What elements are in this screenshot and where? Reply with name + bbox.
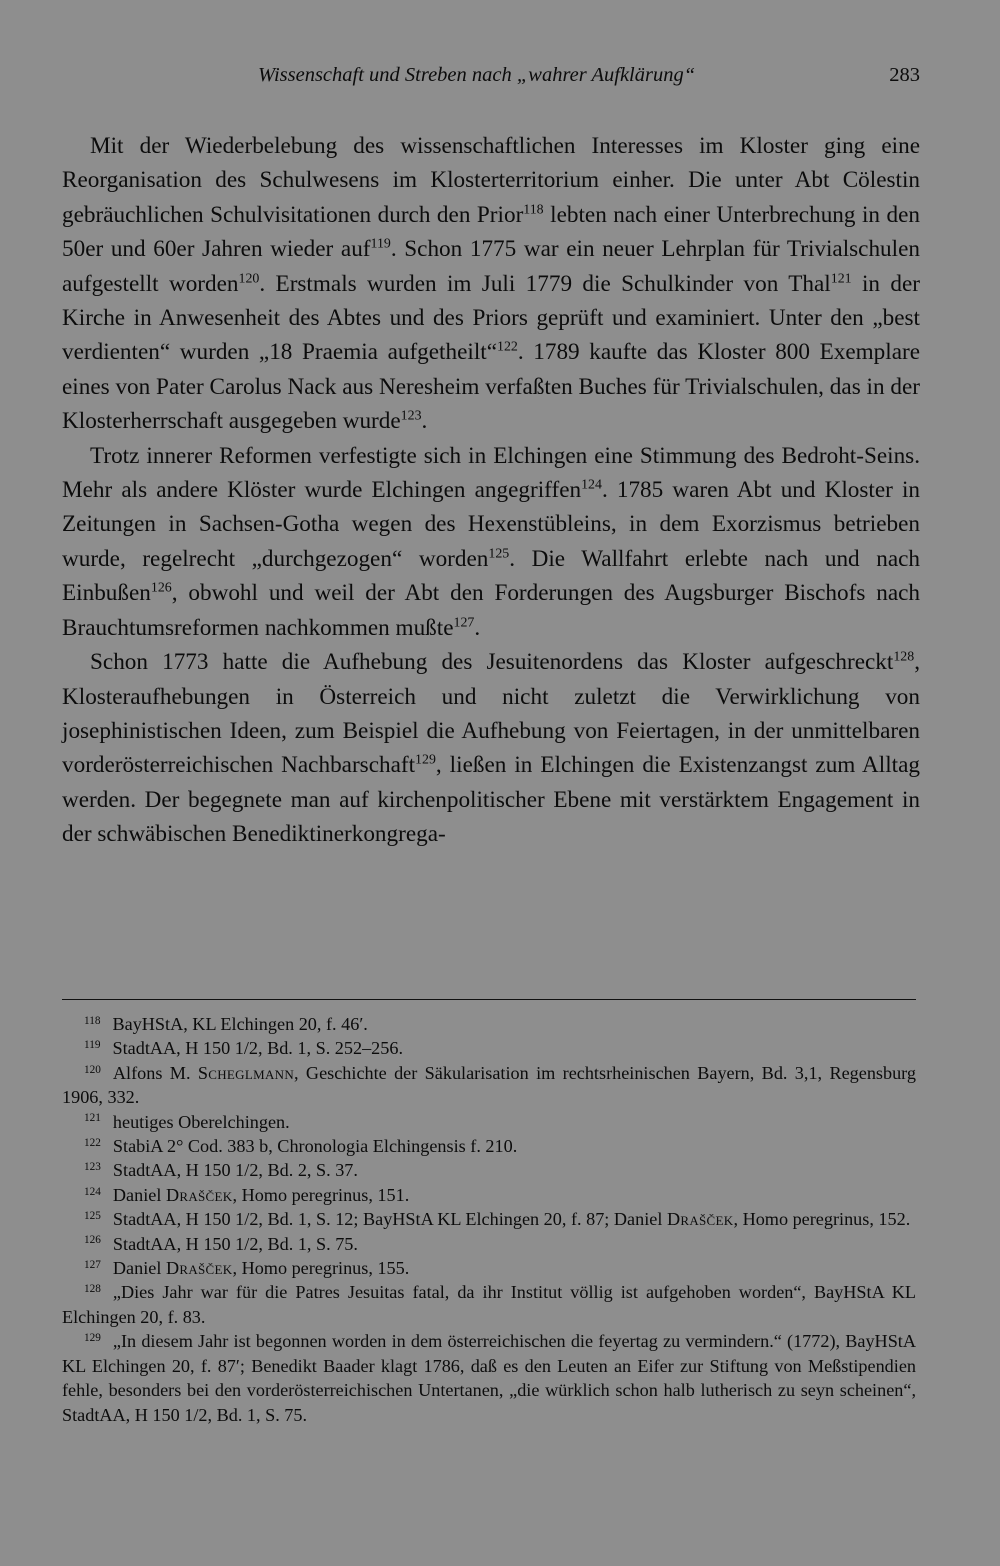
footnote-ref: 127 <box>453 615 475 631</box>
footnote: $^{125}$ StadtAA, H 150 1/2, Bd. 1, S. 12; BayHStA KL Elchingen 20, f. 87; Daniel Drašček, Homo peregrinus, 152. <box>84 1209 911 1230</box>
footnote-ref: 125 <box>488 546 510 562</box>
paragraph: Mit der Wiederbelebung des wissenschaftlichen Interesses im Kloster ging eine Reorganisation des Schulwesens im Klosterterritorium einher. Die unter Abt Cölestin gebräuchlichen Schulvisitationen durch den Prior$^{118}$ lebten nach einer Unterbrechung in den 50er und 60er Jahren wieder auf$^{119}$. Schon 1775 war ein neuer Lehrplan für Trivialschulen aufgestellt worden$^{120}$. Erstmals wurden im Juli 1779 die Schulkinder von Thal$^{121}$ in der Kirche in Anwesenheit des Abtes und des Priors geprüft und examiniert. Unter den „best verdienten“ wurden „18 Praemia aufgetheilt“$^{122}$. 1789 kaufte das Kloster 800 Exemplare eines von Pater Carolus Nack aus Neresheim verfaßten Buches für Trivialschulen, das in der Klosterherrschaft ausgegeben wurde$^{123}$. <box>62 133 921 435</box>
footnote-ref: 129 <box>415 752 436 768</box>
footnote-ref: 122 <box>497 340 518 356</box>
footnote-ref: 123 <box>400 408 422 424</box>
footnote-ref: 118 <box>523 202 544 218</box>
footnote: $^{118}$ BayHStA, KL Elchingen 20, f. 46′. <box>84 1014 368 1034</box>
paragraph: Schon 1773 hatte die Aufhebung des Jesuitenordens das Kloster aufgeschreckt$^{128}$, Klosteraufhebungen in Österreich und nicht zuletzt die Verwirklichung von josephinistischen Ideen, zum Beispiel die Aufhebung von Feiertagen, in der unmittelbaren vorderösterreichischen Nachbarschaft$^{129}$, ließen in Elchingen die Existenzangst zum Alltag werden. Der begegnete man auf kirchenpolitischer Ebene mit verstärktem Engagement in der schwäbischen Benediktinerkongrega- <box>62 649 920 848</box>
paragraph: Trotz innerer Reformen verfestigte sich in Elchingen eine Stimmung des Bedroht-Seins. Mehr als andere Klöster wurde Elchingen angegriffen$^{124}$. 1785 waren Abt und Kloster in Zeitungen in Sachsen-Gotha wegen des Hexenstübleins, in dem Exorzismus betrieben wurde, regelrecht „durchgezogen“ worden$^{125}$. Die Wallfahrt erlebte nach und nach Einbußen$^{126}$, obwohl und weil der Abt den Forderungen des Augsburger Bischofs nach Brauchtumsreformen nachkommen mußte$^{127}$. <box>62 442 921 641</box>
page-header <box>62 64 920 94</box>
footnote: $^{119}$ StadtAA, H 150 1/2, Bd. 1, S. 252–256. <box>84 1038 403 1059</box>
footnote-ref: 119 <box>370 236 391 252</box>
footnote: $^{122}$ StabiA 2° Cod. 383 b, Chronologia Elchingensis f. 210. <box>84 1136 518 1157</box>
running-head: Wissenschaft und Streben nach „wahrer Aufklärung“ <box>258 64 696 86</box>
footnote-rule <box>62 999 916 1000</box>
footnotes <box>62 1012 916 1427</box>
footnote: $^{123}$ StadtAA, H 150 1/2, Bd. 2, S. 37. <box>84 1160 358 1181</box>
footnote: $^{129}$ „In diesem Jahr ist begonnen worden in dem österreichischen die feyertag zu vermindern.“ (1772), BayHStA KL Elchingen 20, f. 87′; Benedikt Baader klagt 1786, daß es den Leuten an Eifer zur Stiftung von Meßstipendien fehle, besonders bei den vorderösterreichischen Untertanen, „die würklich schon halb lutherisch zu seyn scheinen“, StadtAA, H 150 1/2, Bd. 1, S. 75. <box>62 1331 916 1425</box>
footnote: $^{127}$ Daniel Drašček, Homo peregrinus, 155. <box>84 1258 410 1279</box>
main-text <box>62 129 920 852</box>
footnote-ref: 128 <box>893 649 915 665</box>
footnote: $^{124}$ Daniel Drašček, Homo peregrinus, 151. <box>84 1184 410 1205</box>
footnote-ref: 121 <box>830 271 852 287</box>
footnote-ref: 124 <box>581 477 602 493</box>
page-number: 283 <box>889 64 920 86</box>
footnote: $^{126}$ StadtAA, H 150 1/2, Bd. 1, S. 75. <box>84 1233 358 1254</box>
footnote: $^{120}$ Alfons M. Scheglmann, Geschichte der Säkularisation im rechtsrheinischen Bayern, Bd. 3,1, Regensburg 1906, 332. <box>62 1062 917 1108</box>
footnote-ref: 126 <box>150 580 172 596</box>
footnote: $^{121}$ heutiges Oberelchingen. <box>84 1111 290 1132</box>
footnote: $^{128}$ „Dies Jahr war für die Patres Jesuitas fatal, da ihr Institut völlig ist aufgehoben worden“, BayHStA KL Elchingen 20, f. 83. <box>62 1282 916 1327</box>
footnote-ref: 120 <box>238 271 260 287</box>
